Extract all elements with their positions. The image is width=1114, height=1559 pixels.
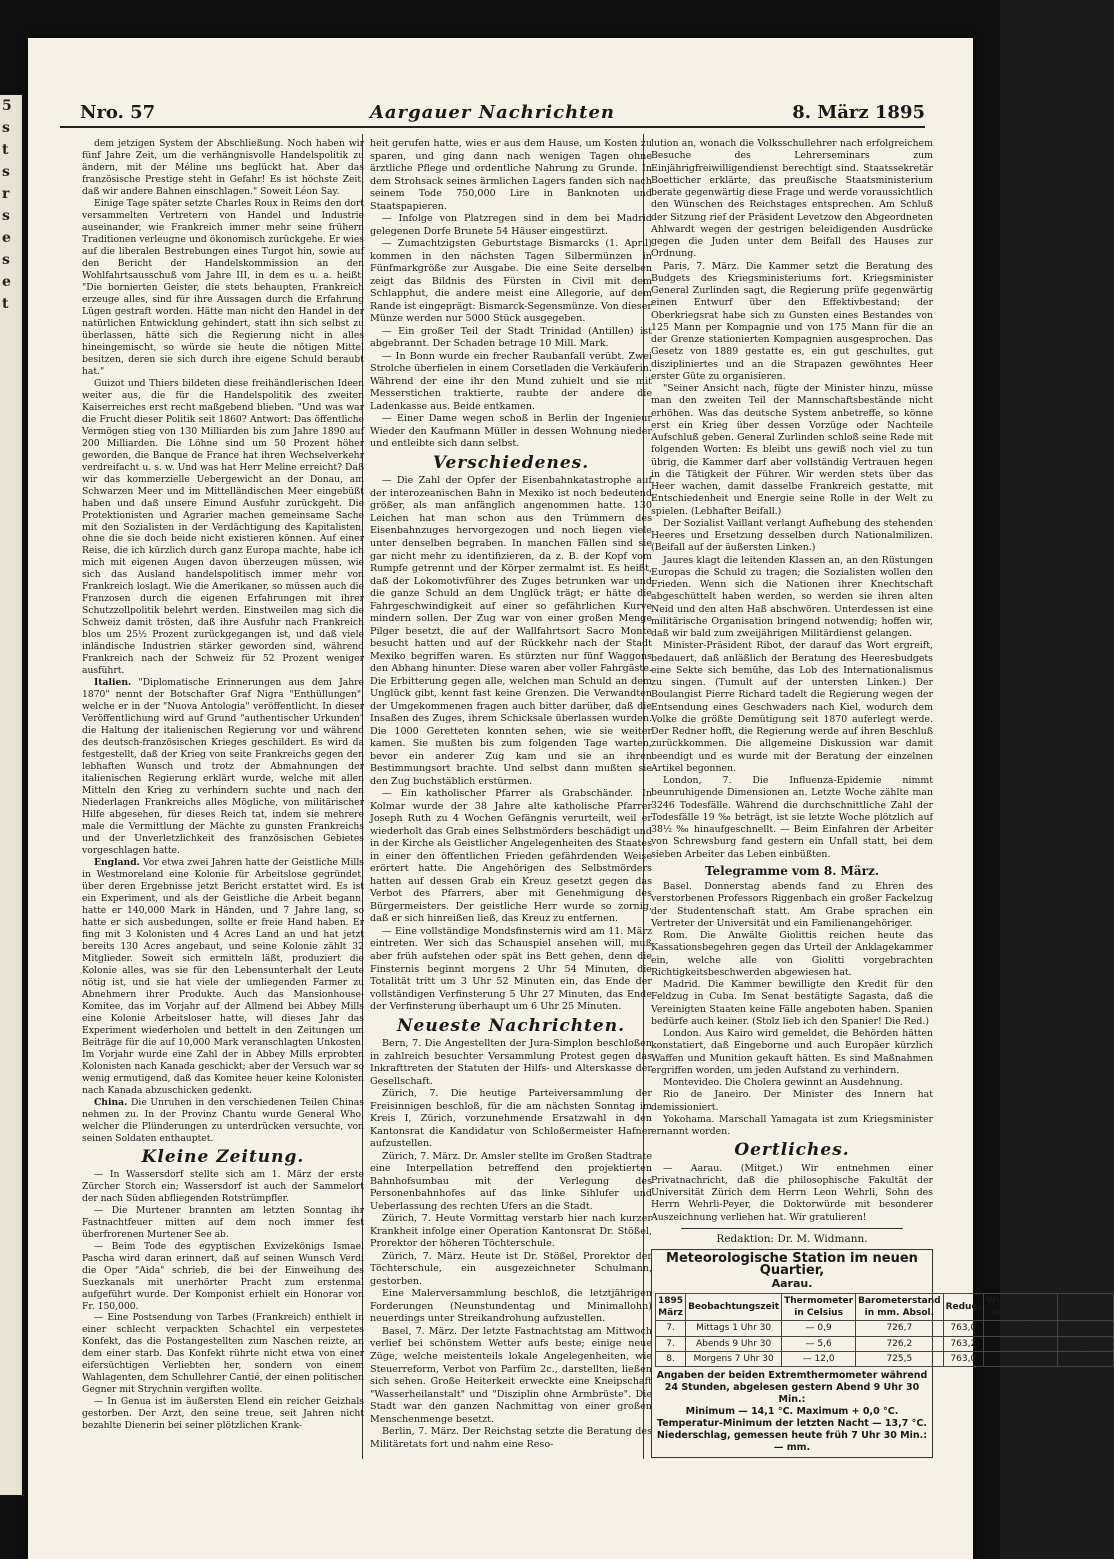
weather-note: Angaben der beiden Extremthermometer während 24 Stunden, abgelesen gestern Abend 9 Uhr 30 Min.: (656, 1370, 928, 1405)
table-row (656, 1321, 1114, 1336)
table-header: Windrichtung und Stärke. (984, 1293, 1058, 1321)
news-item: London, 7. Die Influenza-Epidemie nimmt beunruhigende Dimensionen an. Letzte Woche zählte man 3246 Todesfälle. Während die durchschnittliche Zahl der Todesfälle 19 ‰ beträgt, ist sie letzte Woche plötzlich auf 38½ ‰ hinaufgeschnellt. — Beim Einfahren der Arbeiter von Schrewsburg fand gestern ein Unfall statt, bei dem sieben Arbeiter das Leben einbüßten. (651, 775, 933, 860)
divider (681, 1228, 903, 1229)
news-text: Vor etwa zwei Jahren hatte der Geistliche Mills in Westmoreland eine Kolonie für Arbeitslose gegründet, über deren Ergebnisse jetzt Bericht erstattet wird. Es ist ein Experiment, und als der Geistliche die Arbeit begann, hatte er 140,000 Mark in Händen, und 7 Jahre lang, so hatte er sich ausbedungen, sollte er freie Hand haben. Er fing mit 3 Kolonisten und 4 Acres Land an und hat jetzt bereits 130 Acres angebaut, und seine Kolonie zählt 32 Mitglieder. Soweit sich ermitteln läßt, produziert die Kolonie alles, was sie für den Lebensunterhalt der Leute nötig ist, und sie hat viele der umliegenden Farmer zu Abnehmern ihrer Produkte. Auch das Mansionhouse-Komitee, das im Vorjahr auf der Allmend bei Abbey Mills eine Kolonie Arbeitsloser hatte, will dieses Jahr das Experiment wiederholen und bettelt in den Zeitungen um Beiträge für die auf 10,000 Mark veranschlagten Unkosten. Im Vorjahr wurde eine Zahl der in Abbey Mills erprobten Kolonisten nach Kanada geschickt; aber der Versuch war so wenig ermutigend, daß das Komitee heuer keine Kolonisten nach Kanada abzuschicken gedenkt. (82, 857, 364, 1096)
telegram-item: Rom. Die Anwälte Giolittis reichen heute das Kassationsbegehren gegen das Urteil der Anklagekammer ein, welche alle von Giolitti vorgebrachten Richtigkeitsbeschwerden abgewiesen hat. (651, 930, 933, 978)
table-row (656, 1351, 1114, 1366)
news-item: Jaures klagt die leitenden Klassen an, an den Rüstungen Europas die Schuld zu tragen; die Sozialisten wollen den Frieden. Wenn sich die Nationen ihrer Knechtschaft abgeschüttelt haben werden, so werden sie ihren alten Neid und den alten Haß abschwören. Unterdessen ist eine militärische Organisation bringend notwendig; hoffen wir, daß wir bald zum zweijährigen Militärdienst gelangen. (651, 554, 933, 639)
table-cell: 763,0 (943, 1351, 983, 1366)
table-header: Redue. (943, 1293, 983, 1321)
article-paragraph: heit gerufen hatte, wies er aus dem Hause, um Kosten zu sparen, und ging dann nach wenigen Tagen ohne ärztliche Pflege und ordentliche Nahrung zu Grunde. In dem Strohsack seines ärmlichen Lagers fanden sich nach seinem Tode 750,000 Lire in Banknoten und Staatspapieren. (370, 138, 652, 212)
weather-note: Minimum — 14,1 °C. Maximum + 0,0 °C. (685, 1406, 899, 1417)
telegram-item: London. Aus Kairo wird gemeldet, die Behörden hätten konstatiert, daß Eingeborne und auch Europäer kürzlich Waffen und Munition gekauft hätten. Es sind Maßnahmen ergriffen worden, um jeden Aufstand zu verhindern. (651, 1028, 933, 1076)
telegram-item: Montevideo. Die Cholera gewinnt an Ausdehnung. (663, 1077, 903, 1088)
issue-date: 8. März 1895 (792, 102, 925, 123)
previous-page-edge (0, 95, 22, 1495)
edge-char: s (2, 252, 10, 268)
edge-char: s (2, 120, 10, 136)
table-cell: Mittags 1 Uhr 30 (686, 1321, 782, 1336)
section-heading-neueste-nachrichten: Neueste Nachrichten. (396, 1015, 626, 1036)
issue-number: Nro. 57 (80, 102, 156, 123)
article-paragraph: lution an, wonach die Volksschullehrer nach erfolgreichem Besuche des Lehrerseminars zum Einjährigfreiwilligendienst berechtigt sind. Staatssekretär Boetticher erklärte, das preußische Staatsministerium berate gegenwärtig diese Frage und werde voraussichtlich den Wünschen des Reichstages entsprechen. Am Schluß der Sitzung rief der Präsident Levetzow den Abgeordneten Ahlwardt wegen der gestrigen beleidigenden Ausdrücke gegen die Juden unter dem Beifall des Hauses zur Ordnung. (651, 138, 933, 260)
news-item: Zürich, 7. Die heutige Parteiversammlung der Freisinnigen beschloß, für die am nächsten Sonntag im Kreis I, Zürich, vorzunehmende Ersatzwahl in den Kantonsrat die Kandidatur von Schloßermeister Hafner aufzustellen. (370, 1088, 652, 1150)
section-heading-telegramme: Telegramme vom 8. März. (704, 863, 879, 878)
section-heading-oertliches: Oertliches. (734, 1140, 850, 1161)
news-item-italien (82, 677, 364, 857)
table-cell: 726,2 (856, 1336, 943, 1351)
table-cell: — 5,6 (782, 1336, 856, 1351)
news-item: "Seiner Ansicht nach, fügte der Minister hinzu, müsse man den zweiten Teil der Mannschaftsbestände nicht erhöhen. Was das deutsche System anbetreffe, so könne erst ein Krieg über dessen Vorzüge oder Nachteile Aufschluß geben. General Zurlinden schloß seine Rede mit folgenden Worten: Es bleibt uns gewiß noch viel zu tun übrig, die Kammer darf aber vollständig Vertrauen hegen in die Tätigkeit der Führer. Wir werden stets über das Heer wachen, damit dasselbe Frankreich gestatte, mit Entschiedenheit und Energie seine Rolle in der Welt zu spielen. (Lebhafter Beifall.) (651, 383, 933, 517)
edge-char: 5 (2, 98, 12, 114)
news-item: Zürich, 7. März. Heute ist Dr. Stößel, Prorektor der Töchterschule, ein ausgezeichneter Schulmann, gestorben. (370, 1250, 652, 1287)
edge-char: r (2, 186, 10, 202)
weather-note: Temperatur-Minimum der letzten Nacht — 13,7 °C. (657, 1418, 927, 1429)
news-item: Bern, 7. Die Angestellten der Jura-Simplon beschloßen in zahlreich besuchter Versammlung Protest gegen das Inkrafttreten der Statuten der Hilfs- und Alterskasse der Gesellschaft. (370, 1038, 652, 1087)
telegram-item: Madrid. Die Kammer bewilligte den Kredit für den Feldzug in Cuba. Im Senat bestätigte Sagasta, daß die Vereinigten Staaten keine Fälle angeboten haben. Spanien bedürfe auch keiner. (Stolz lieb ich den Spanier! Die Red.) (651, 979, 933, 1027)
table-cell: — 0,9 (782, 1321, 856, 1336)
table-cell: 763,0 (943, 1321, 983, 1336)
news-text: Die Unruhen in den verschiedenen Teilen Chinas nehmen zu. In der Provinz Chantu wurde General Who, welcher die Plünderungen zu unterdrücken versuchte, von seinen Soldaten enthauptet. (82, 1096, 365, 1144)
table-header: Barometerstand in mm. Absol. (856, 1293, 943, 1321)
news-item: Paris, 7. März. Die Kammer setzt die Beratung des Budgets des Kriegsministeriums fort. Kriegsminister General Zurlinden sagt, die Regierung prüfe gegenwärtig einen Entwurf über den Effektivbestand; der Oberkriegsrat habe sich zu Gunsten eines Bestandes von 125 Mann per Kompagnie und von 175 Mann für die an der Grenze stationierten Kompagnien ausgesprochen. Das Gesetz von 1889 gestatte es, ein gut geschultes, gut diszipliniertes und an die Strapazen gewöhntes Heer erster Güte zu organisieren. (651, 260, 933, 382)
section-label: China. (94, 1096, 128, 1108)
table-cell: 726,7 (856, 1321, 943, 1336)
news-item: — Ein katholischer Pfarrer als Grabschänder. In Kolmar wurde der 38 Jahre alte katholische Pfarrer Joseph Ruth zu 4 Wochen Gefängnis verurteilt, weil er wiederholt das Grab eines Selbstmörders beschädigt und in der Kirche als Geistlicher Angelegenheiten des Staates in einer den öffentlichen Frieden gefährdenden Weise erörtert hatte. Die Angehörigen des Selbstmörders hatten auf dessen Grab ein Kreuz gesetzt gegen das Verbot des Pfarrers, aber mit Genehmigung des Bürgermeisters. Der geistliche Herr wurde so zornig, daß er sich hinreißen ließ, das Kreuz zu entfernen. (370, 788, 652, 925)
weather-station-box (651, 1249, 1112, 1458)
table-cell: 763,2 (943, 1336, 983, 1351)
table-cell: hell (1057, 1351, 1113, 1366)
newspaper-title: Aargauer Nachrichten (369, 102, 616, 123)
column-3 (651, 138, 1112, 1458)
table-header: 1895 März (656, 1293, 686, 1321)
table-cell: 8. (656, 1351, 686, 1366)
news-item: Berlin, 7. März. Der Reichstag setzte die Beratung des Militäretats fort und nahm eine Reso- (370, 1426, 652, 1450)
section-heading-verschiedenes: Verschiedenes. (432, 452, 590, 473)
table-cell: 7. (656, 1336, 686, 1351)
news-item: — Einer Dame wegen schoß in Berlin der Ingenieur Wieder den Kaufmann Müller in dessen Wohnung nieder und entleibte sich dann selbst. (370, 413, 652, 450)
editor-line: Redaktion: Dr. M. Widmann. (716, 1232, 868, 1245)
news-item: — Eine vollständige Mondsfinsternis wird am 11. März eintreten. Wer sich das Schauspiel ansehen will, muß aber früh aufstehen oder spät ins Bett gehen, denn die Finsternis beginnt morgens 2 Uhr 54 Minuten, die Totalität tritt um 3 Uhr 52 Minuten ein, das Ende der vollständigen Verfinsterung 5 Uhr 27 Minuten, das Ende der Verfinsterung überhaupt um 6 Uhr 25 Minuten. (370, 925, 652, 1013)
news-item: Minister-Präsident Ribot, der darauf das Wort ergreift, bedauert, daß anläßlich der Beratung des Heeresbudgets eine Sekte sich bemühe, das Lob des Internationalismus zu singen. (Tumult auf der untersten Linken.) Der Boulangist Pierre Richard tadelt die Regierung wegen der Entsendung eines Geschwaders nach Kiel, wodurch dem Volke die größte Demütigung seit 1870 auferlegt werde. Der Redner hofft, die Regierung werde auf ihren Beschluß zurückkommen. Die allgemeine Diskussion war damit beendigt und es wurde mit der Beratung der einzelnen Artikel begonnen. (651, 640, 933, 774)
table-cell: Morgens 7 Uhr 30 (686, 1351, 782, 1366)
article-paragraph: dem jetzigen System der Abschließung. Noch haben wir fünf Jahre Zeit, um die verhängnisvolle Handelspolitik zu ändern, mit der Méline uns beglückt hat. Aber das französische Prestige steht in Gefahr! Es ist höchste Zeit, daß wir andere Bahnen einschlagen." Soweit Léon Say. (82, 138, 364, 197)
news-item: Eine Malerversammlung beschloß, die letztjährigen Forderungen (Neunstundentag und Minimallohn) neuerdings unter Streikandrohung aufzustellen. (370, 1288, 652, 1325)
table-cell: 725,5 (856, 1351, 943, 1366)
news-item: — Ein großer Teil der Stadt Trinidad (Antillen) ist abgebrannt. Der Schaden betrage 10 Mill. Mark. (370, 325, 652, 350)
table-header: Thermometer in Celsius (782, 1293, 856, 1321)
table-cell: Abends 9 Uhr 30 (686, 1336, 782, 1351)
news-item: Zürich, 7. März. Dr. Amsler stellte im Großen Stadtrate eine Interpellation betreffend den projektierten Bahnhofsumbau mit der Verlegung des Personenbahnhofes auf das linke Sihlufer und Ueberlassung des rechten Ufers an die Stadt. (370, 1150, 653, 1212)
news-item: — Zumachtzigsten Geburtstage Bismarcks (1. April) kommen in den nächsten Tagen Silbermünzen in Fünfmarkgröße zur Ausgabe. Die eine Seite derselben zeigt das Bildnis des Fürsten in Civil mit dem Schlapphut, die andere meist eine Allegorie, auf dem Rande ist eingeprägt: Bismarck-Segensmünze. Von dieser Münze werden nur 5000 Stück ausgegeben. (370, 238, 652, 325)
news-item: — Die Murtener brannten am letzten Sonntag ihr Fastnachtfeuer mitten auf dem noch immer fest überfrorenen Murtener See ab. (82, 1204, 364, 1240)
weather-table (655, 1293, 1114, 1367)
table-cell: N, (984, 1351, 1058, 1366)
article-paragraph: Einige Tage später setzte Charles Roux in Reims den dort versammelten Vertretern von Handel und Industrie auseinander, wie Frankreich immer mehr seine frühern Traditionen verleugne und ökonomisch zurückgehe. Er wies auf die liberalen Bestrebungen eines Turgot hin, sowie auf den Bericht der Handelskommission an den Wohlfahrtsausschuß vom Jahre III, in dem es u. a. heißt: "Die bornierten Geister, die stets behaupten, Frankreich erzeuge alles, sind für ihre Aussagen durch die Erfahrung Lügen gestraft worden. Hätte man nicht den Handel in der natürlichen Entwicklung gehindert, statt ihn sich selbst zu überlassen, hätte sich die Regierung nicht in alles hineingemischt, so würde sie heute die nötigen Mittel besitzen, deren sie sich durch ihre eigene Schuld beraubt hat." (82, 197, 364, 377)
edge-char: t (2, 296, 9, 312)
edge-char: s (2, 164, 10, 180)
news-item: Basel, 7. März. Der letzte Fastnachtstag am Mittwoch verlief bei schönstem Wetter aufs beste; einige neue Züge, welche meistenteils lokale Angelegenheiten, wie Steuerreform, Verbot von Parfüm 2c., darstellten, ließen sich sehen. Große Heiterkeit erweckte eine Kneipschaft "Wasserheilanstalt" und "Disziplin ohne Armbrüste". Die Stadt war den ganzen Nachmittag von einer großen Menschenmenge besetzt. (370, 1325, 652, 1425)
news-item-china (82, 1097, 364, 1145)
telegram-item: Yokohama. Marschall Yamagata ist zum Kriegsminister ernannt worden. (651, 1113, 933, 1137)
news-item: Zürich, 7. Heute Vormittag verstarb hier nach kurzer Krankheit infolge einer Operation Kantonsrat Dr. Stößel, Prorektor der höheren Töchterschule. (370, 1213, 652, 1250)
telegram-item: Basel. Donnerstag abends fand zu Ehren des verstorbenen Professors Riggenbach ein großer Fackelzug der Studentenschaft statt. Am Grabe sprachen ein Vertreter der Universität und ein Familienangehöriger. (651, 881, 933, 929)
masthead (60, 100, 925, 128)
news-item-england (82, 857, 364, 1097)
news-item: — Infolge von Platzregen sind in dem bei Madrid gelegenen Dorfe Brunete 54 Häuser eingestürzt. (370, 213, 652, 237)
column-2 (370, 138, 652, 1451)
edge-char: e (2, 230, 11, 246)
news-item: Der Sozialist Vaillant verlangt Aufhebung des stehenden Heeres und Ersetzung desselben durch Nationalmilizen. (Beifall auf der äußersten Linken.) (651, 517, 933, 554)
edge-char: e (2, 274, 11, 290)
table-cell: — 12,0 (782, 1351, 856, 1366)
news-item: — Die Zahl der Opfer der Eisenbahnkatastrophe auf der interozeanischen Bahn in Mexiko ist noch bedeutend größer, als man anfänglich angenommen hatte. 130 Leichen hat man schon aus den Trümmern des Eisenbahnzuges hervorgezogen und noch liegen viele unter denselben begraben. In manchen Fällen sind sie gar nicht mehr zu identifizieren, da z. B. der Kopf vom Rumpfe getrennt und der Körper zermalmt ist. Es heißt, daß der Lokomotivführer des Zuges betrunken war und die ganze Schuld an dem Unglück trägt; er hätte die Fahrgeschwindigkeit auf einer so gefährlichen Kurve mindern sollen. Der Zug war von einer großen Menge Pilger besetzt, die auf der Wallfahrtsort Sacro Monte besucht hatten und auf der Rückkehr nach der Stadt Mexiko begriffen waren. Es stürzten nur fünf Waggons den Abhang hinunter. Diese waren aber voller Fahrgäste. Die Erbitterung gegen alle, welchen man Schuld an dem Unglück gibt, kennt fast keine Grenzen. Die Verwandten der Umgekommenen fragen auch bitter darüber, daß die Insaßen des Zuges, ihrem Schicksale überlassen wurden. Die 1000 Geretteten konnten sehen, wie sie weiter kamen. Sie mußten bis zum folgenden Tage warten, bevor ein anderer Zug kam und sie an ihren Bestimmungsort brachte. Und selbst dann mußten sie den Zug buchstäblich erstürmen. (370, 475, 652, 787)
news-item: — In Bonn wurde ein frecher Raubanfall verübt. Zwei Strolche überfielen in einem Corsetladen die Verkäuferin. Während der eine ihr den Mund zuhielt und sie mit Messerstichen traktierte, raubte der andere die Ladenkasse aus. Beide entkamen. (370, 350, 652, 412)
news-text: "Diplomatische Erinnerungen aus dem Jahre 1870" nennt der Botschafter Graf Nigra "Enthüllungen", welche er in der "Nuova Antologia" veröffentlicht. In dieser Veröffentlichung wird auf Grund "authentischer Urkunden" die Haltung der italienischen Regierung vor und während des deutsch-französischen Krieges geschildert. Es wird da festgestellt, daß der Krieg von seite Frankreichs gegen den lebhaften Wunsch und trotz der Abmahnungen der italienischen Regierung erklärt wurde, welche mit allen Mitteln den Krieg zu verhindern suchte und nach den Niederlagen Frankreichs alles Mögliche, von militärischer Hilfe abgesehen, für dieses Reich tat, indem sie mehrere male die Vermittlung der Mächte zu gunsten Frankreichs und der Unverletzlichkeit des französischen Gebietes vorgeschlagen hatte. (82, 677, 364, 857)
weather-title: Meteorologische Station im neuen Quartier, (666, 1251, 918, 1279)
table-cell: hell (1057, 1321, 1113, 1336)
news-item: — Eine Postsendung von Tarbes (Frankreich) enthielt in einer schlecht verpackten Schachtel ein verpestetes Konfekt, das die Postangestellten zum Naschen reizte, an dem einer starb. Das Konfekt rührte nicht etwa von einer eifersüchtigen Verliebten her, sondern von einem Wahlagenten, dem Schullehrer Cantié, der einen politischen Gegner mit Strychnin vergiften wollte. (82, 1312, 364, 1396)
section-label: England. (94, 857, 140, 869)
table-header: Beobachtungszeit (686, 1293, 782, 1321)
news-item: — Beim Tode des egyptischen Exvizekönigs Ismael Pascha wird daran erinnert, daß auf seinen Wunsch Verdi die Oper "Aida" schrieb, die bei der Einweihung des Suezkanals mit unerhörter Pracht zum erstenmal aufgeführt wurde. Der Komponist erhielt ein Honorar von Fr. 150,000. (82, 1240, 364, 1312)
telegram-item: Rio de Janeiro. Der Minister des Innern hat demissioniert. (651, 1089, 933, 1113)
weather-header-row (656, 1293, 1114, 1321)
table-cell: NE,½ (984, 1321, 1058, 1336)
weather-notes (655, 1370, 929, 1454)
article-paragraph: Guizot und Thiers bildeten diese freihändlerischen Ideen weiter aus, die für die Handelspolitik des zweiten Kaiserreiches erst recht maßgebend blieben. "Und was war die Frucht dieser Politik seit 1860? Antwort: Das öffentliche Vermögen stieg von 130 Milliarden bis zum Jahre 1890 auf 200 Milliarden. Die Löhne sind um 50 Prozent höher geworden, die Banque de France hat ihren Wechselverkehr verdreifacht u. s. w. Und was hat Herr Meline erreicht? Daß wir das kommerzielle Uebergewicht an der Donau, am Schwarzen Meer und im Mittelländischen Meer eingebüßt haben und daß unsere Einund Ausfuhr zurückgeht. Die Protektionisten und Agrarier machen gemeinsame Sache mit den Sozialisten in der Verdächtigung des Kapitalisten, ohne die sie doch beide nicht existieren können. Auf einer Reise, die ich kürzlich durch ganz Europa machte, habe ich mich mit eigenen Augen davon überzeugen müssen, wie sich das Ausland handelspolitisch immer mehr von Frankreich loslagt. Wie die Amerikaner, so müssen auch die Franzosen durch die eigenen Erfahrungen mit ihrer Schutzzollpolitik belehrt werden. Einstweilen mag sich die Schweiz damit trösten, daß ihre Ausfuhr nach Frankreich blos um 25½ Prozent zurückgegangen ist, und daß viele inländische Industrien stärker geworden sind, während Frankreich nach der Schweiz für 52 Prozent weniger ausführt. (82, 377, 364, 677)
table-row (656, 1336, 1114, 1351)
section-label: Italien. (94, 677, 132, 689)
table-header: Witterung (1057, 1293, 1113, 1321)
news-item: — Aarau. (Mitget.) Wir entnehmen einer Privatnachricht, daß die philosophische Fakultät der Universität Zürich dem Herrn Leon Wehrli, Sohn des Herrn Wehrli-Peyer, die Doktorwürde mit besonderer Auszeichnung verliehen hat. Wir gratulieren! (651, 1162, 933, 1223)
news-item: — In Genua ist im äußersten Elend ein reicher Geizhals gestorben. Der Arzt, den seine treue, seit Jahren nicht bezahlte Dienerin bei seiner plötzlichen Krank- (82, 1396, 364, 1432)
table-cell: NE, (984, 1336, 1058, 1351)
weather-place: Aarau. (771, 1276, 813, 1290)
news-item: — In Wassersdorf stellte sich am 1. März der erste Zürcher Storch ein; Wassersdorf ist auch der Sammelort der nach Süden abfliegenden Rotstrümpfler. (82, 1168, 364, 1204)
section-heading-kleine-zeitung: Kleine Zeitung. (141, 1146, 305, 1167)
table-cell: 7. (656, 1321, 686, 1336)
column-1 (82, 138, 364, 1432)
weather-note: Niederschlag, gemessen heute früh 7 Uhr 30 Min.: — mm. (656, 1430, 928, 1453)
edge-char: t (2, 142, 9, 158)
table-cell: hell (1057, 1336, 1113, 1351)
edge-char: s (2, 208, 10, 224)
